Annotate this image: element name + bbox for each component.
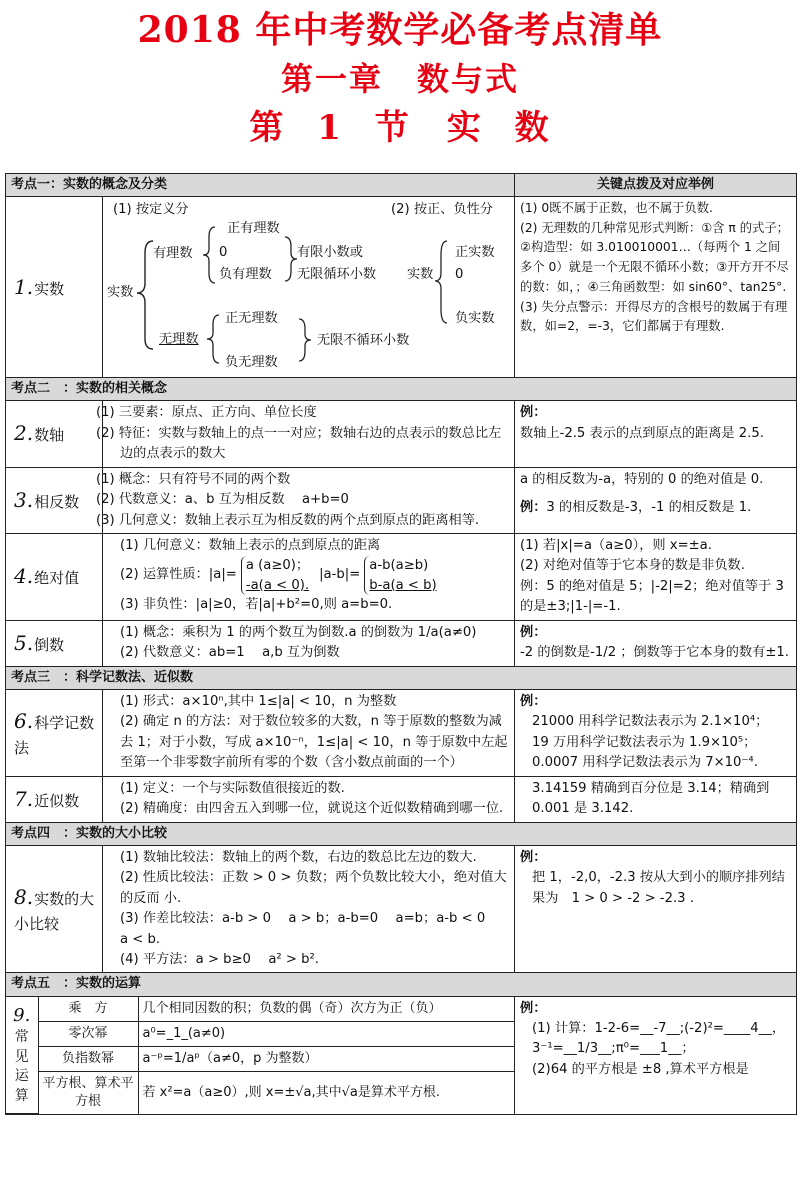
operation-desc: 几个相同因数的积；负数的偶（奇）次方为正（负） [138,997,514,1022]
topic-row-absolute-value [6,534,797,621]
real-number-by-sign: 实数 [407,267,434,283]
topic-row-comparison [6,845,797,973]
example-title: 例： [520,624,547,640]
topic-row-reciprocal [6,620,797,666]
note-warning: (3) 失分点警示：开得尽方的含根号的数属于有理数，如=2，=-3，它们都属于有理数. [520,299,788,334]
topic-label: 8.实数的大小比较 [6,845,103,973]
example-text: 19 万用科学记数法表示为 1.9×10⁵； [532,734,757,750]
section-header-1 [6,174,797,197]
rational-number: 有理数 [153,246,193,262]
topic-label: 3.相反数 [6,467,103,533]
operation-desc: a⁻ᵖ=1/aᵖ（a≠0，p 为整数） [138,1046,514,1071]
zero-item: 0 [219,245,228,261]
line: (4) 平方法：a > b≥0 a² > b². [120,951,319,967]
reciprocal-example [515,620,797,666]
line: (2) 代数意义：a、b 互为相反数 a+b=0 [96,492,349,508]
finite-decimal: 有限小数或 [297,245,363,261]
real-number-notes [515,197,797,378]
nonrepeating-decimal: 无限不循环小数 [317,333,410,349]
topic-label: 6.科学记数法 [6,689,103,776]
example-text: (1) 若|x|=a（a≥0），则 x=±a. [520,538,712,553]
example-text: (2) 对绝对值等于它本身的数是非负数. [520,558,745,574]
operation-name: 零次幂 [38,1021,138,1046]
line: (1) 定义：一个与实际数值很接近的数. [120,780,345,796]
section-header-2 [6,378,797,401]
negative-irrational: 负无理数 [225,355,278,371]
repeating-decimal: 无限循环小数 [297,267,377,283]
comparison-example [515,845,797,973]
example-title: 例： [520,1000,547,1016]
topic-label: 1.实数 [6,197,103,378]
tips-column-header: 关键点拨及对应举例 [515,174,797,197]
example-text: 例：5 的绝对值是 5；|-2|=2；绝对值等于 3 的是±3;|1-|=-1. [520,578,784,615]
line: (1) 形式：a×10ⁿ,其中 1≤|a| < 10，n 为整数 [120,693,397,709]
abs-operation-line: (2) 运算性质：|a|= a (a≥0)； -a(a < 0). |a-b|= a-b(a≥b) b-a(a < b) [108,556,509,594]
note-irrational-forms: (2) 无理数的几种常见形式判断：①含 π 的式子；②构造型：如 3.010010001…（每两个 1 之间多个 0）就是一个无限不循环小数；③开方开不尽的数：如，；④三角函数型：如 sin60°、tan25°. [520,220,789,294]
operations-table [6,997,514,1115]
classification-cell [103,197,515,378]
topic-label: 7.近似数 [6,776,103,822]
topic-row-number-line [6,401,797,467]
line: (1) 概念：只有符号不同的两个数 [96,471,291,487]
real-number-root: 实数 [107,285,134,301]
line: (2) 特征：实数与数轴上的点一一对应；数轴右边的点表示的数总比左边的点表示的数大 [96,425,502,462]
topic-row-approximation [6,776,797,822]
negative-real: 负实数 [455,311,495,327]
classify-by-definition: (1) 按定义分 [113,202,189,218]
section-3-title: 考点三 ：科学记数法、近似数 [6,666,797,689]
topic-label: 5.倒数 [6,620,103,666]
section-header-5 [6,973,797,996]
irrational-number: 无理数 [159,332,199,348]
document-title: 2018 年中考数学必备考点清单 [137,9,663,51]
negative-rational: 负有理数 [219,267,272,283]
operation-desc: a⁰=_1_(a≠0) [138,1021,514,1046]
line: (3) 作差比较法：a-b > 0 a > b；a-b=0 a=b；a-b < 0 a < b. [120,911,503,947]
line: (3) 非负性：|a|≥0，若|a|+b²=0,则 a=b=0. [120,596,393,612]
reciprocal-content [103,620,515,666]
operation-name: 平方根、算术平方根 [38,1071,138,1114]
opposite-example [515,467,797,533]
example-title: 例： [520,693,547,709]
approximation-example [515,776,797,822]
section-4-title: 考点四 ：实数的大小比较 [6,822,797,845]
example-text: 把 1，-2,0，-2.3 按从大到小的顺序排列结果为 1 > 0 > -2 > -2.3 . [532,870,785,906]
absolute-value-example [515,534,797,621]
note-zero: (1) 0既不属于正数，也不属于负数. [520,201,713,216]
example-title: 例： [520,849,547,865]
opposite-content [96,467,515,533]
zero-real: 0 [455,267,464,283]
example-text: 3⁻¹=__1/3__;π⁰=___1__； [532,1041,695,1057]
line: (2) 性质比较法：正数 > 0 > 负数；两个负数比较大小，绝对值大的反而 小. [120,870,507,906]
operations-label: 9. 常见运算 [6,997,38,1114]
absolute-value-content [103,534,515,621]
line: (1) 概念：乘积为 1 的两个数互为倒数.a 的倒数为 1/a(a≠0) [120,624,477,640]
section-header-3 [6,666,797,689]
section-2-title: 考点二 ：实数的相关概念 [6,378,797,401]
positive-irrational: 正无理数 [225,311,278,327]
number-line-example [515,401,797,467]
operation-name: 乘 方 [38,997,138,1022]
line: (1) 几何意义：数轴上表示的点到原点的距离 [120,538,381,553]
classification-diagram [107,197,510,377]
example-text: 0.0007 用科学记数法表示为 7×10⁻⁴. [532,755,758,771]
scientific-notation-content [103,689,515,776]
chapter-title: 第一章 数与式 [280,60,519,98]
line: (2) 精确度：由四舍五入到哪一位，就说这个近似数精确到哪一位. [120,801,504,817]
topic-label: 4.绝对值 [6,534,103,621]
scientific-notation-example [515,689,797,776]
line: (1) 三要素：原点、正方向、单位长度 [96,405,317,421]
approximation-content [103,776,515,822]
section-title: 第 1 节 实 数 [249,108,551,148]
example-text: 3.14159 精确到百分位是 3.14；精确到 0.001 是 3.142. [532,780,770,817]
topic-label: 2.数轴 [6,401,103,467]
operation-desc: 若 x²=a（a≥0）,则 x=±√a,其中√a是算术平方根. [138,1071,514,1114]
line: (3) 几何意义：数轴上表示互为相反数的两个点到原点的距离相等. [96,512,480,528]
topic-row-scientific-notation [6,689,797,776]
line: (1) 数轴比较法：数轴上的两个数，右边的数总比左边的数大. [120,849,477,865]
line: (2) 确定 n 的方法：对于数位较多的大数，n 等于原数的整数为减去 1；对于小数，写成 a×10⁻ⁿ，1≤|a| < 10，n 等于原数中左起至第一个非零数字前所有零的个数（含小数点前面的一个） [120,714,508,771]
example-text: -2 的倒数是-1/2 ；倒数等于它本身的数有±1. [520,645,789,661]
positive-real: 正实数 [455,245,495,261]
knowledge-table [5,173,797,1115]
topic-row-opposite [6,467,797,533]
number-line-content [96,401,515,467]
classify-by-sign: (2) 按正、负性分 [391,202,493,218]
section-5-title: 考点五 ：实数的运算 [6,973,797,996]
comparison-content [103,845,515,973]
example-text: 数轴上-2.5 表示的点到原点的距离是 2.5. [520,425,764,441]
topic-row-real-numbers [6,197,797,378]
topic-row-operations [6,996,797,1115]
positive-rational: 正有理数 [227,221,280,237]
line: (2) 代数意义：ab=1 a,b 互为倒数 [120,645,340,661]
operation-name: 负指数幂 [38,1046,138,1071]
example-text: (2)64 的平方根是 ±8 ,算术平方根是 [532,1061,749,1077]
operations-content [6,996,515,1115]
example-text: (1) 计算：1-2-6=__-7__;(-2)²=____4__， [532,1021,786,1037]
example-line: 例：3 的相反数是-3，-1 的相反数是 1. [520,500,752,516]
example-title: 例： [520,405,547,421]
example-text: 21000 用科学记数法表示为 2.1×10⁴； [532,714,769,730]
operations-example [515,996,797,1115]
example-text: a 的相反数为-a，特别的 0 的绝对值是 0. [520,471,764,487]
section-1-title: 考点一：实数的概念及分类 [6,174,515,197]
section-header-4 [6,822,797,845]
